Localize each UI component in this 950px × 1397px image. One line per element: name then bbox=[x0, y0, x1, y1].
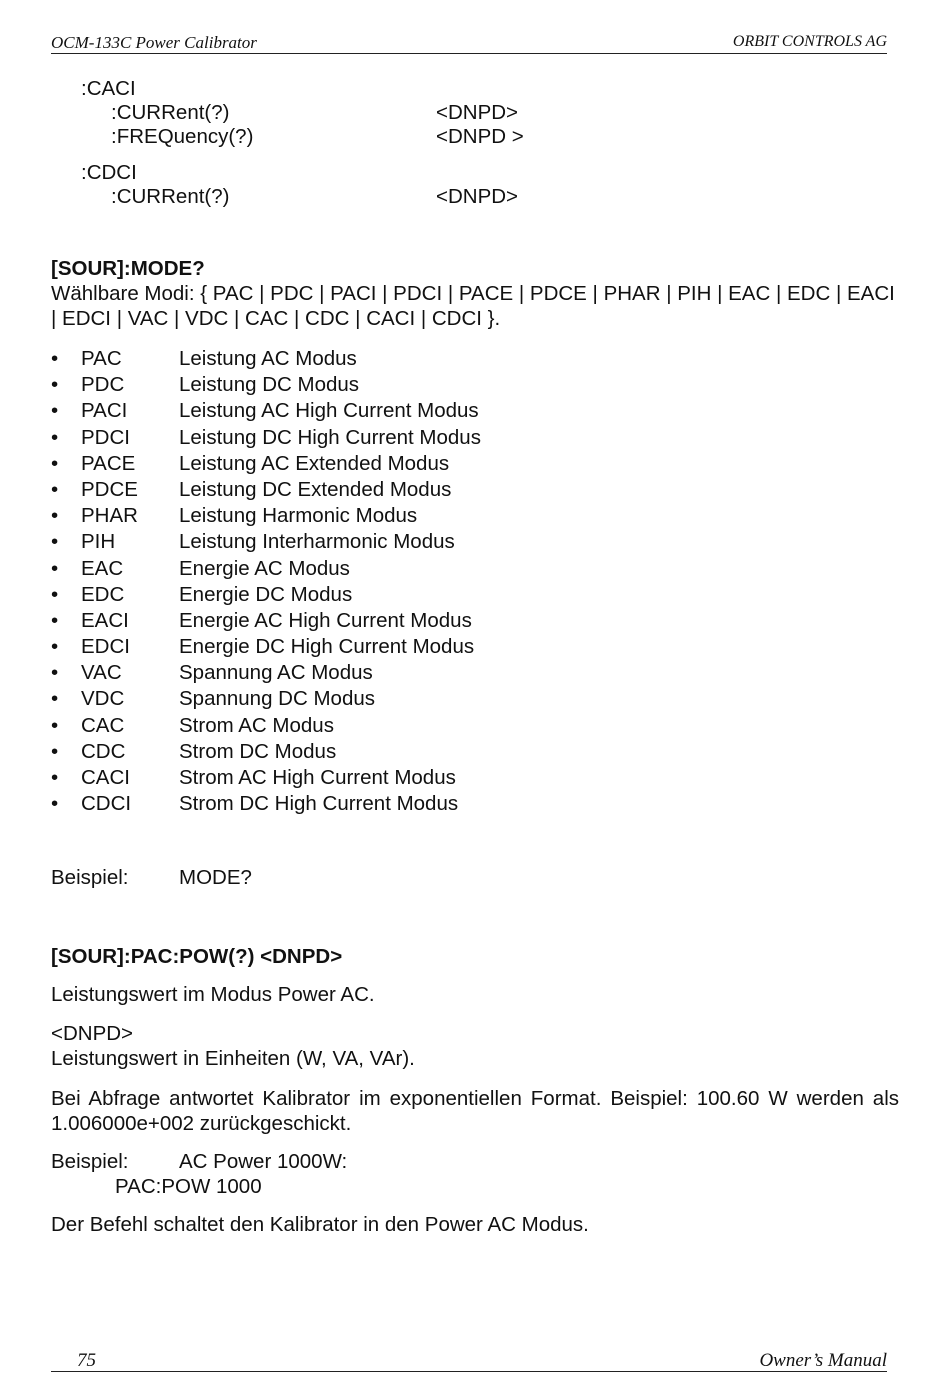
mode-list-item bbox=[51, 529, 751, 555]
mode-code: EDCI bbox=[81, 635, 130, 659]
bullet-icon: • bbox=[51, 399, 59, 423]
mode-list-item bbox=[51, 634, 751, 660]
mode-list bbox=[51, 346, 751, 817]
page-footer bbox=[51, 1349, 887, 1372]
pac-note: Der Befehl schaltet den Kalibrator in den Power AC Modus. bbox=[51, 1213, 589, 1236]
cmd-cdci-current: :CURRent(?) bbox=[111, 185, 230, 208]
pac-example-label: Beispiel: bbox=[51, 1150, 129, 1173]
cmd-caci-frequency-arg: <DNPD > bbox=[436, 125, 524, 148]
mode-list-item bbox=[51, 739, 751, 765]
mode-code: PDC bbox=[81, 373, 125, 397]
cmd-caci-frequency: :FREQuency(?) bbox=[111, 125, 254, 148]
bullet-icon: • bbox=[51, 582, 59, 606]
pac-example-command: PAC:POW 1000 bbox=[115, 1175, 262, 1198]
bullet-icon: • bbox=[51, 504, 59, 528]
mode-heading: [SOUR]:MODE? bbox=[51, 257, 205, 280]
mode-list-item bbox=[51, 372, 751, 398]
mode-example-label: Beispiel: bbox=[51, 866, 129, 889]
mode-description: Leistung DC Modus bbox=[179, 373, 360, 397]
cmd-caci-current-arg: <DNPD> bbox=[436, 101, 519, 124]
bullet-icon: • bbox=[51, 661, 59, 685]
mode-description: Leistung AC Modus bbox=[179, 347, 357, 370]
mode-list-item bbox=[51, 425, 751, 451]
mode-list-item bbox=[51, 660, 751, 686]
bullet-icon: • bbox=[51, 687, 59, 711]
mode-code: CDCI bbox=[81, 792, 132, 816]
mode-list-item bbox=[51, 791, 751, 817]
mode-description: Leistung AC High Current Modus bbox=[179, 399, 479, 423]
mode-description: Energie DC High Current Modus bbox=[179, 635, 475, 659]
mode-list-item bbox=[51, 503, 751, 529]
mode-code: VDC bbox=[81, 687, 125, 711]
mode-description: Leistung DC High Current Modus bbox=[179, 425, 481, 449]
pac-example-value: AC Power 1000W: bbox=[179, 1150, 348, 1173]
cmd-cdci: :CDCI bbox=[81, 161, 137, 184]
mode-description: Leistung Harmonic Modus bbox=[179, 504, 418, 528]
mode-description: Energie DC Modus bbox=[179, 582, 353, 606]
bullet-icon: • bbox=[51, 530, 59, 554]
bullet-icon: • bbox=[51, 608, 59, 632]
bullet-icon: • bbox=[51, 766, 59, 789]
pac-query-note: Bei Abfrage antwortet Kalibrator im exponentiellen Format. Beispiel: 100.60 W werden als 1.006000e+002 zurückgeschickt. bbox=[51, 1087, 899, 1135]
bullet-icon: • bbox=[51, 373, 59, 397]
mode-list-item bbox=[51, 346, 751, 372]
mode-list-item bbox=[51, 686, 751, 712]
pac-heading: [SOUR]:PAC:POW(?) <DNPD> bbox=[51, 945, 343, 968]
mode-description: Leistung Interharmonic Modus bbox=[179, 530, 455, 554]
header-product-title: OCM-133C Power Calibrator bbox=[51, 33, 257, 52]
bullet-icon: • bbox=[51, 713, 59, 737]
mode-list-item bbox=[51, 451, 751, 477]
mode-description: Leistung DC Extended Modus bbox=[179, 477, 452, 501]
mode-list-item bbox=[51, 608, 751, 634]
mode-code: CACI bbox=[81, 766, 130, 789]
mode-code: EDC bbox=[81, 582, 125, 606]
mode-description: Spannung DC Modus bbox=[179, 687, 376, 711]
mode-description: Leistung AC Extended Modus bbox=[179, 451, 450, 475]
mode-code: VAC bbox=[81, 661, 122, 685]
pac-param: <DNPD> bbox=[51, 1022, 134, 1045]
mode-code: PACE bbox=[81, 451, 136, 475]
mode-description: Energie AC High Current Modus bbox=[179, 608, 472, 632]
mode-description: Energie AC Modus bbox=[179, 556, 350, 580]
header-company: ORBIT CONTROLS AG bbox=[732, 33, 887, 50]
footer-page-number: 75 bbox=[77, 1350, 96, 1371]
bullet-icon: • bbox=[51, 635, 59, 659]
mode-code: PIH bbox=[81, 530, 116, 554]
mode-list-item bbox=[51, 582, 751, 608]
mode-list-item bbox=[51, 556, 751, 582]
mode-example-value: MODE? bbox=[179, 866, 252, 889]
bullet-icon: • bbox=[51, 477, 59, 501]
mode-list-item bbox=[51, 713, 751, 739]
bullet-icon: • bbox=[51, 347, 59, 370]
mode-description: Spannung AC Modus bbox=[179, 661, 373, 685]
bullet-icon: • bbox=[51, 451, 59, 475]
bullet-icon: • bbox=[51, 792, 59, 816]
mode-code: PDCI bbox=[81, 425, 130, 449]
cmd-caci-current: :CURRent(?) bbox=[111, 101, 230, 124]
pac-description: Leistungswert im Modus Power AC. bbox=[51, 983, 375, 1006]
mode-list-item bbox=[51, 398, 751, 424]
cmd-caci: :CACI bbox=[81, 77, 136, 100]
mode-code: PAC bbox=[81, 347, 122, 370]
mode-code: EAC bbox=[81, 556, 124, 580]
page-header bbox=[51, 31, 887, 54]
mode-code: PHAR bbox=[81, 504, 138, 528]
bullet-icon: • bbox=[51, 739, 59, 763]
mode-code: CAC bbox=[81, 713, 125, 737]
footer-manual-title: Owner’s Manual bbox=[759, 1350, 887, 1371]
mode-code: CDC bbox=[81, 739, 126, 763]
mode-description: Strom DC Modus bbox=[179, 739, 337, 763]
mode-code: PACI bbox=[81, 399, 128, 423]
pac-param-description: Leistungswert in Einheiten (W, VA, VAr). bbox=[51, 1047, 415, 1070]
mode-list-item bbox=[51, 765, 751, 791]
mode-description: Strom AC High Current Modus bbox=[179, 766, 456, 789]
mode-intro: Wählbare Modi: { PAC | PDC | PACI | PDCI | PACE | PDCE | PHAR | PIH | EAC | EDC | EACI | EDCI | VAC | VDC | CAC | CDC | CACI | CDCI }. bbox=[51, 282, 895, 330]
bullet-icon: • bbox=[51, 556, 59, 580]
cmd-cdci-current-arg: <DNPD> bbox=[436, 185, 519, 208]
mode-description: Strom AC Modus bbox=[179, 713, 334, 737]
mode-code: EACI bbox=[81, 608, 129, 632]
mode-list-item bbox=[51, 477, 751, 503]
bullet-icon: • bbox=[51, 425, 59, 449]
mode-code: PDCE bbox=[81, 477, 138, 501]
mode-description: Strom DC High Current Modus bbox=[179, 792, 459, 816]
